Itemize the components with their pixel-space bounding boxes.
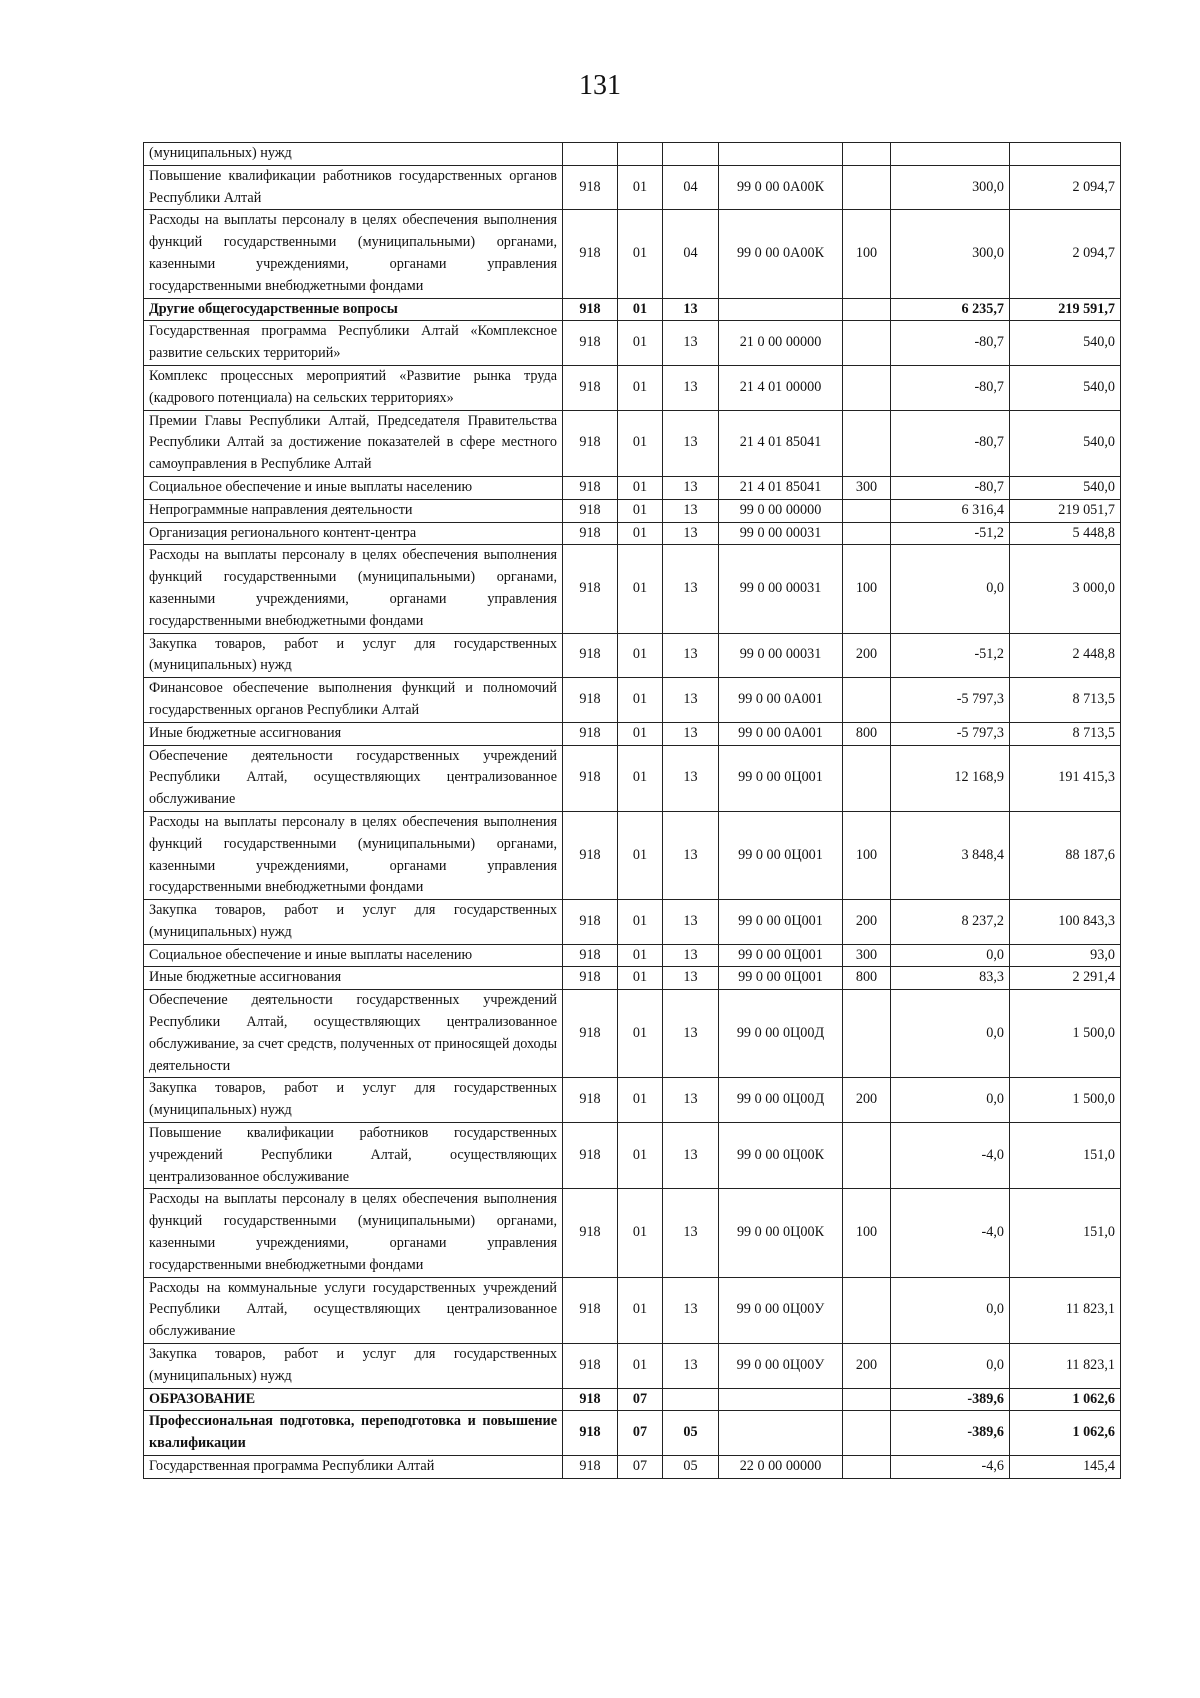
row-subsection-cell: 13 [663, 410, 719, 476]
row-expense-type-cell [843, 990, 891, 1078]
row-subsection-cell: 04 [663, 165, 719, 210]
row-name-cell: (муниципальных) нужд [144, 143, 563, 166]
row-subsection-cell: 13 [663, 967, 719, 990]
row-amount-change-cell: -80,7 [891, 476, 1010, 499]
row-name-cell: Организация регионального контент-центра [144, 522, 563, 545]
row-subsection-cell: 13 [663, 522, 719, 545]
row-subsection-cell: 13 [663, 476, 719, 499]
row-amount-change-cell: -80,7 [891, 365, 1010, 410]
table-row [144, 811, 1121, 899]
row-name-cell: ОБРАЗОВАНИЕ [144, 1388, 563, 1411]
row-amount-change-cell: 3 848,4 [891, 811, 1010, 899]
table-row [144, 678, 1121, 723]
row-expense-type-cell: 300 [843, 476, 891, 499]
row-name-cell: Иные бюджетные ассигнования [144, 722, 563, 745]
row-amount-change-cell: -80,7 [891, 410, 1010, 476]
table-row [144, 1189, 1121, 1277]
row-name-cell: Другие общегосударственные вопросы [144, 298, 563, 321]
table-row [144, 321, 1121, 366]
row-subsection-cell: 04 [663, 210, 719, 298]
row-subsection-cell: 13 [663, 745, 719, 811]
table-row [144, 1411, 1121, 1456]
row-expense-type-cell: 800 [843, 722, 891, 745]
row-amount-change-cell: 0,0 [891, 1078, 1010, 1123]
row-subsection-cell: 13 [663, 990, 719, 1078]
row-expense-type-cell [843, 1277, 891, 1343]
row-subsection-cell [663, 1388, 719, 1411]
row-subsection-cell: 13 [663, 722, 719, 745]
row-name-cell: Государственная программа Республики Алтай «Комплексное развитие сельских территорий» [144, 321, 563, 366]
table-row [144, 944, 1121, 967]
row-admin-code-cell: 918 [563, 1189, 618, 1277]
row-subsection-cell [663, 143, 719, 166]
row-target-article-cell: 99 0 00 0Ц00К [719, 1189, 843, 1277]
row-admin-code-cell: 918 [563, 1277, 618, 1343]
row-admin-code-cell: 918 [563, 545, 618, 633]
row-admin-code-cell: 918 [563, 1388, 618, 1411]
row-amount-total-cell: 1 500,0 [1010, 1078, 1121, 1123]
row-target-article-cell: 99 0 00 0А001 [719, 678, 843, 723]
row-amount-change-cell: 0,0 [891, 1277, 1010, 1343]
table-row [144, 499, 1121, 522]
row-amount-total-cell: 540,0 [1010, 410, 1121, 476]
row-admin-code-cell: 918 [563, 210, 618, 298]
row-admin-code-cell: 918 [563, 298, 618, 321]
row-expense-type-cell: 100 [843, 545, 891, 633]
row-amount-change-cell: -5 797,3 [891, 678, 1010, 723]
table-row [144, 967, 1121, 990]
row-amount-total-cell: 219 591,7 [1010, 298, 1121, 321]
page-number: 131 [579, 70, 621, 101]
row-name-cell: Финансовое обеспечение выполнения функций и полномочий государственных органов Республики Алтай [144, 678, 563, 723]
table-row [144, 633, 1121, 678]
table-row [144, 210, 1121, 298]
table-row [144, 990, 1121, 1078]
table-row [144, 143, 1121, 166]
row-name-cell: Государственная программа Республики Алтай [144, 1456, 563, 1479]
row-section-cell: 01 [618, 1344, 663, 1389]
budget-table [143, 142, 1121, 1479]
row-amount-change-cell: 0,0 [891, 545, 1010, 633]
row-expense-type-cell: 100 [843, 1189, 891, 1277]
table-row [144, 1388, 1121, 1411]
row-amount-total-cell: 2 094,7 [1010, 165, 1121, 210]
table-row [144, 722, 1121, 745]
row-amount-total-cell: 540,0 [1010, 476, 1121, 499]
row-amount-total-cell: 1 500,0 [1010, 990, 1121, 1078]
row-subsection-cell: 13 [663, 900, 719, 945]
table-row [144, 1078, 1121, 1123]
row-amount-total-cell: 93,0 [1010, 944, 1121, 967]
row-admin-code-cell: 918 [563, 990, 618, 1078]
row-expense-type-cell: 200 [843, 900, 891, 945]
row-expense-type-cell [843, 410, 891, 476]
row-subsection-cell: 05 [663, 1456, 719, 1479]
row-section-cell: 01 [618, 900, 663, 945]
row-amount-total-cell: 540,0 [1010, 365, 1121, 410]
table-row [144, 1123, 1121, 1189]
row-section-cell: 01 [618, 678, 663, 723]
row-name-cell: Комплекс процессных мероприятий «Развитие рынка труда (кадрового потенциала) на сельских территориях» [144, 365, 563, 410]
row-amount-change-cell: -51,2 [891, 633, 1010, 678]
row-section-cell: 01 [618, 476, 663, 499]
row-name-cell: Социальное обеспечение и иные выплаты населению [144, 944, 563, 967]
row-section-cell: 01 [618, 1123, 663, 1189]
row-expense-type-cell: 300 [843, 944, 891, 967]
table-row [144, 298, 1121, 321]
row-amount-total-cell: 219 051,7 [1010, 499, 1121, 522]
row-section-cell: 01 [618, 633, 663, 678]
row-section-cell: 07 [618, 1411, 663, 1456]
row-amount-total-cell: 100 843,3 [1010, 900, 1121, 945]
row-subsection-cell: 13 [663, 1277, 719, 1343]
row-target-article-cell: 99 0 00 00000 [719, 499, 843, 522]
row-amount-change-cell: -4,0 [891, 1123, 1010, 1189]
row-target-article-cell: 99 0 00 0Ц00Д [719, 990, 843, 1078]
row-name-cell: Закупка товаров, работ и услуг для государственных (муниципальных) нужд [144, 633, 563, 678]
row-target-article-cell [719, 1388, 843, 1411]
row-subsection-cell: 13 [663, 944, 719, 967]
row-name-cell: Расходы на выплаты персоналу в целях обеспечения выполнения функций государственными (муниципальными) органами, казенными учреждениями, органами управления государственными внебюджетными фондами [144, 210, 563, 298]
table-row [144, 522, 1121, 545]
row-target-article-cell [719, 143, 843, 166]
row-admin-code-cell: 918 [563, 722, 618, 745]
row-section-cell: 01 [618, 499, 663, 522]
row-section-cell: 01 [618, 522, 663, 545]
row-section-cell: 01 [618, 722, 663, 745]
row-expense-type-cell [843, 499, 891, 522]
row-expense-type-cell: 200 [843, 633, 891, 678]
row-amount-change-cell: -4,0 [891, 1189, 1010, 1277]
row-admin-code-cell: 918 [563, 365, 618, 410]
row-expense-type-cell [843, 745, 891, 811]
row-amount-change-cell [891, 143, 1010, 166]
row-target-article-cell: 21 0 00 00000 [719, 321, 843, 366]
table-row [144, 476, 1121, 499]
row-amount-total-cell: 2 094,7 [1010, 210, 1121, 298]
table-row [144, 1456, 1121, 1479]
row-amount-total-cell: 8 713,5 [1010, 678, 1121, 723]
row-target-article-cell: 99 0 00 00031 [719, 522, 843, 545]
row-expense-type-cell [843, 298, 891, 321]
row-amount-change-cell: 8 237,2 [891, 900, 1010, 945]
table-row [144, 410, 1121, 476]
row-admin-code-cell: 918 [563, 1456, 618, 1479]
budget-table-body [144, 143, 1121, 1479]
row-expense-type-cell [843, 143, 891, 166]
row-expense-type-cell [843, 1388, 891, 1411]
row-amount-total-cell: 191 415,3 [1010, 745, 1121, 811]
row-name-cell: Иные бюджетные ассигнования [144, 967, 563, 990]
row-name-cell: Обеспечение деятельности государственных учреждений Республики Алтай, осуществляющих централизованное обслуживание [144, 745, 563, 811]
row-amount-change-cell: 6 316,4 [891, 499, 1010, 522]
row-amount-total-cell: 151,0 [1010, 1189, 1121, 1277]
row-amount-total-cell: 2 448,8 [1010, 633, 1121, 678]
row-amount-total-cell: 1 062,6 [1010, 1411, 1121, 1456]
row-target-article-cell [719, 298, 843, 321]
row-expense-type-cell [843, 1411, 891, 1456]
row-expense-type-cell [843, 522, 891, 545]
row-target-article-cell [719, 1411, 843, 1456]
row-admin-code-cell: 918 [563, 900, 618, 945]
row-expense-type-cell [843, 365, 891, 410]
row-section-cell: 01 [618, 165, 663, 210]
row-name-cell: Повышение квалификации работников государственных органов Республики Алтай [144, 165, 563, 210]
row-amount-total-cell: 145,4 [1010, 1456, 1121, 1479]
row-amount-change-cell: 6 235,7 [891, 298, 1010, 321]
row-admin-code-cell: 918 [563, 1123, 618, 1189]
row-name-cell: Закупка товаров, работ и услуг для государственных (муниципальных) нужд [144, 1344, 563, 1389]
row-target-article-cell: 21 4 01 85041 [719, 476, 843, 499]
row-name-cell: Расходы на выплаты персоналу в целях обеспечения выполнения функций государственными (муниципальными) органами, казенными учреждениями, органами управления государственными внебюджетными фондами [144, 811, 563, 899]
row-section-cell: 01 [618, 944, 663, 967]
row-section-cell: 01 [618, 967, 663, 990]
row-name-cell: Расходы на выплаты персоналу в целях обеспечения выполнения функций государственными (муниципальными) органами, казенными учреждениями, органами управления государственными внебюджетными фондами [144, 1189, 563, 1277]
row-target-article-cell: 99 0 00 0Ц00К [719, 1123, 843, 1189]
table-row [144, 1344, 1121, 1389]
row-admin-code-cell: 918 [563, 321, 618, 366]
row-amount-change-cell: -4,6 [891, 1456, 1010, 1479]
row-admin-code-cell: 918 [563, 410, 618, 476]
row-admin-code-cell: 918 [563, 745, 618, 811]
row-expense-type-cell: 200 [843, 1344, 891, 1389]
row-admin-code-cell: 918 [563, 476, 618, 499]
row-amount-change-cell: 0,0 [891, 944, 1010, 967]
row-name-cell: Расходы на выплаты персоналу в целях обеспечения выполнения функций государственными (муниципальными) органами, казенными учреждениями, органами управления государственными внебюджетными фондами [144, 545, 563, 633]
row-admin-code-cell: 918 [563, 811, 618, 899]
row-target-article-cell: 99 0 00 00031 [719, 633, 843, 678]
row-name-cell: Социальное обеспечение и иные выплаты населению [144, 476, 563, 499]
table-row [144, 900, 1121, 945]
row-amount-total-cell [1010, 143, 1121, 166]
row-section-cell: 01 [618, 1189, 663, 1277]
row-admin-code-cell: 918 [563, 967, 618, 990]
row-expense-type-cell: 100 [843, 210, 891, 298]
row-amount-total-cell: 5 448,8 [1010, 522, 1121, 545]
row-amount-change-cell: -80,7 [891, 321, 1010, 366]
row-amount-total-cell: 11 823,1 [1010, 1344, 1121, 1389]
row-amount-total-cell: 1 062,6 [1010, 1388, 1121, 1411]
row-target-article-cell: 99 0 00 0А00К [719, 210, 843, 298]
row-admin-code-cell: 918 [563, 1078, 618, 1123]
row-name-cell: Расходы на коммунальные услуги государственных учреждений Республики Алтай, осуществляющих централизованное обслуживание [144, 1277, 563, 1343]
row-target-article-cell: 99 0 00 0А00К [719, 165, 843, 210]
row-amount-total-cell: 3 000,0 [1010, 545, 1121, 633]
row-subsection-cell: 13 [663, 1189, 719, 1277]
table-row [144, 545, 1121, 633]
row-subsection-cell: 13 [663, 633, 719, 678]
row-amount-change-cell: 300,0 [891, 210, 1010, 298]
row-section-cell: 01 [618, 745, 663, 811]
row-admin-code-cell: 918 [563, 165, 618, 210]
row-target-article-cell: 99 0 00 0Ц001 [719, 745, 843, 811]
row-section-cell: 01 [618, 1277, 663, 1343]
row-section-cell: 07 [618, 1388, 663, 1411]
row-subsection-cell: 13 [663, 811, 719, 899]
row-target-article-cell: 21 4 01 85041 [719, 410, 843, 476]
row-target-article-cell: 99 0 00 0Ц001 [719, 944, 843, 967]
row-name-cell: Премии Главы Республики Алтай, Председателя Правительства Республики Алтай за достижение показателей в сфере местного самоуправления в Республике Алтай [144, 410, 563, 476]
row-expense-type-cell [843, 1123, 891, 1189]
row-amount-change-cell: -51,2 [891, 522, 1010, 545]
row-amount-total-cell: 2 291,4 [1010, 967, 1121, 990]
row-amount-total-cell: 151,0 [1010, 1123, 1121, 1189]
row-section-cell: 01 [618, 811, 663, 899]
row-expense-type-cell: 800 [843, 967, 891, 990]
row-section-cell: 01 [618, 1078, 663, 1123]
row-name-cell: Профессиональная подготовка, переподготовка и повышение квалификации [144, 1411, 563, 1456]
row-expense-type-cell [843, 165, 891, 210]
row-subsection-cell: 13 [663, 678, 719, 723]
row-admin-code-cell: 918 [563, 678, 618, 723]
row-expense-type-cell: 100 [843, 811, 891, 899]
row-subsection-cell: 13 [663, 545, 719, 633]
row-subsection-cell: 13 [663, 1078, 719, 1123]
row-amount-change-cell: 12 168,9 [891, 745, 1010, 811]
row-target-article-cell: 99 0 00 0Ц00У [719, 1344, 843, 1389]
row-admin-code-cell: 918 [563, 1344, 618, 1389]
row-subsection-cell: 13 [663, 321, 719, 366]
row-section-cell: 01 [618, 365, 663, 410]
row-name-cell: Закупка товаров, работ и услуг для государственных (муниципальных) нужд [144, 1078, 563, 1123]
row-target-article-cell: 22 0 00 00000 [719, 1456, 843, 1479]
row-admin-code-cell: 918 [563, 499, 618, 522]
row-section-cell: 01 [618, 545, 663, 633]
row-admin-code-cell: 918 [563, 633, 618, 678]
row-section-cell: 01 [618, 990, 663, 1078]
row-amount-change-cell: 0,0 [891, 1344, 1010, 1389]
row-amount-change-cell: -389,6 [891, 1411, 1010, 1456]
table-row [144, 165, 1121, 210]
row-name-cell: Обеспечение деятельности государственных учреждений Республики Алтай, осуществляющих централизованное обслуживание, за счет средств, полученных от приносящей доходы деятельности [144, 990, 563, 1078]
row-target-article-cell: 99 0 00 0Ц001 [719, 967, 843, 990]
row-admin-code-cell: 918 [563, 522, 618, 545]
row-expense-type-cell: 200 [843, 1078, 891, 1123]
row-section-cell: 01 [618, 298, 663, 321]
row-amount-total-cell: 88 187,6 [1010, 811, 1121, 899]
row-section-cell: 01 [618, 210, 663, 298]
row-amount-change-cell: -389,6 [891, 1388, 1010, 1411]
row-admin-code-cell: 918 [563, 944, 618, 967]
row-target-article-cell: 99 0 00 0Ц00Д [719, 1078, 843, 1123]
row-amount-total-cell: 11 823,1 [1010, 1277, 1121, 1343]
row-amount-change-cell: 83,3 [891, 967, 1010, 990]
row-target-article-cell: 21 4 01 00000 [719, 365, 843, 410]
row-subsection-cell: 13 [663, 365, 719, 410]
row-admin-code-cell [563, 143, 618, 166]
row-subsection-cell: 05 [663, 1411, 719, 1456]
row-target-article-cell: 99 0 00 0А001 [719, 722, 843, 745]
row-amount-change-cell: 0,0 [891, 990, 1010, 1078]
row-subsection-cell: 13 [663, 298, 719, 321]
row-amount-change-cell: -5 797,3 [891, 722, 1010, 745]
row-name-cell: Непрограммные направления деятельности [144, 499, 563, 522]
row-name-cell: Повышение квалификации работников государственных учреждений Республики Алтай, осуществляющих централизованное обслуживание [144, 1123, 563, 1189]
row-subsection-cell: 13 [663, 1344, 719, 1389]
row-section-cell: 01 [618, 410, 663, 476]
row-target-article-cell: 99 0 00 0Ц001 [719, 811, 843, 899]
row-section-cell [618, 143, 663, 166]
row-admin-code-cell: 918 [563, 1411, 618, 1456]
table-row [144, 745, 1121, 811]
row-section-cell: 01 [618, 321, 663, 366]
row-subsection-cell: 13 [663, 499, 719, 522]
row-target-article-cell: 99 0 00 0Ц00У [719, 1277, 843, 1343]
row-expense-type-cell [843, 1456, 891, 1479]
row-name-cell: Закупка товаров, работ и услуг для государственных (муниципальных) нужд [144, 900, 563, 945]
table-row [144, 365, 1121, 410]
row-amount-change-cell: 300,0 [891, 165, 1010, 210]
row-amount-total-cell: 8 713,5 [1010, 722, 1121, 745]
row-section-cell: 07 [618, 1456, 663, 1479]
row-expense-type-cell [843, 678, 891, 723]
row-target-article-cell: 99 0 00 0Ц001 [719, 900, 843, 945]
row-amount-total-cell: 540,0 [1010, 321, 1121, 366]
table-row [144, 1277, 1121, 1343]
row-subsection-cell: 13 [663, 1123, 719, 1189]
row-expense-type-cell [843, 321, 891, 366]
row-target-article-cell: 99 0 00 00031 [719, 545, 843, 633]
